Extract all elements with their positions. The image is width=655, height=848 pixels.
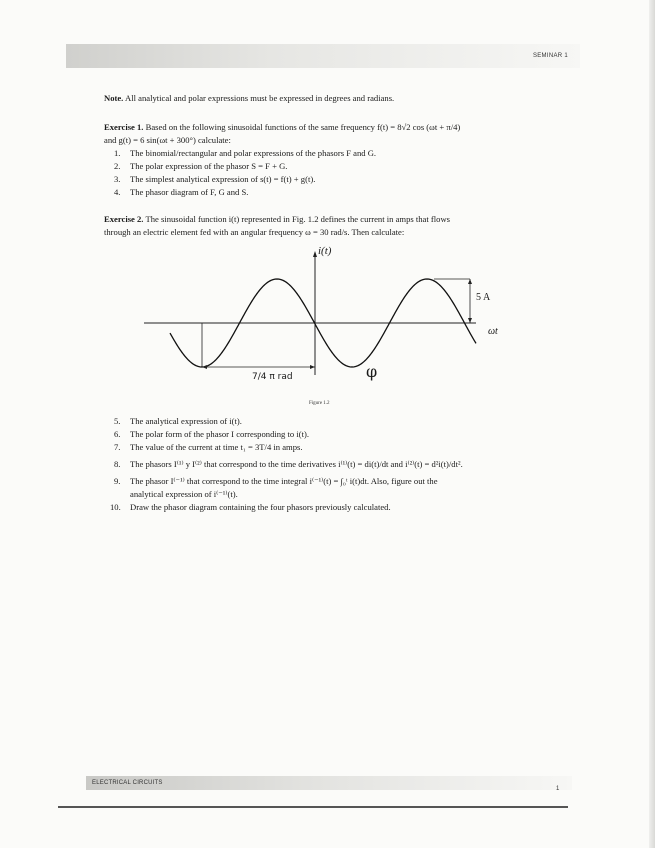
exercise1-list <box>104 147 552 199</box>
exercise1-intro <box>104 121 552 134</box>
shift-arrow-right <box>310 365 315 369</box>
list-item: 6. The polar form of the phasor I corresponding to i(t). <box>114 429 309 439</box>
list-item: 10. Draw the phasor diagram containing the four phasors previously calculated. <box>110 502 391 512</box>
amplitude-arrow-top <box>468 279 472 284</box>
header-band <box>66 44 580 68</box>
list-item: 7. The value of the current at time t₁ = 3T/4 in amps. <box>114 442 303 452</box>
page-number: 1 <box>556 786 560 792</box>
note-paragraph <box>104 92 552 105</box>
footer-section-label: ELECTRICAL CIRCUITS <box>92 780 163 786</box>
main-content <box>104 92 552 514</box>
shift-label: 7/4 π rad <box>252 372 293 382</box>
exercise2-intro2: through an electric element fed with an angular frequency ω = 30 rad/s. Then calculate: <box>104 227 405 237</box>
list-item: 9. The phasor I⁽⁻¹⁾ that correspond to the time integral i⁽⁻¹⁾(t) = ∫₀ᵗ i(t)dt. Also, figure out the <box>114 476 438 486</box>
handwritten-phi: φ <box>366 362 378 381</box>
exercise2-label: Exercise 2. <box>104 214 144 224</box>
list-item: analytical expression of i⁽⁻¹⁾(t). <box>130 489 238 499</box>
shift-arrow-left <box>202 365 207 369</box>
amplitude-arrow-bottom <box>468 318 472 323</box>
exercise1-label: Exercise 1. <box>104 122 144 132</box>
x-axis-label: ωt <box>488 326 498 337</box>
note-text: All analytical and polar expressions must be expressed in degrees and radians. <box>125 93 395 103</box>
footer-band <box>86 776 572 790</box>
list-item: 3. The simplest analytical expression of s(t) = f(t) + g(t). <box>114 174 316 184</box>
list-item: 8. The phasors I⁽¹⁾ y I⁽²⁾ that correspond to the time derivatives i⁽¹⁾(t) = di(t)/dt and i⁽²⁾(t) = d²i(t)/dt². <box>114 459 463 469</box>
exercise1-intro2: and g(t) = 6 sin(ωt + 300°) calculate: <box>104 135 231 145</box>
y-axis-label: i(t) <box>318 245 332 257</box>
figure-1-2 <box>104 243 552 411</box>
list-item: 1. The binomial/rectangular and polar expressions of the phasors F and G. <box>114 148 377 158</box>
exercise2-list <box>104 415 552 514</box>
footer-rule <box>58 806 568 808</box>
exercise2-intro-text: The sinusoidal function i(t) represented in Fig. 1.2 defines the current in amps that flows <box>145 214 450 224</box>
exercise1-intro-text: Based on the following sinusoidal functions of the same frequency f(t) = 8√2 cos (ωt + π/4) <box>145 122 461 132</box>
amplitude-label: 5 A <box>476 292 491 303</box>
list-item: 5. The analytical expression of i(t). <box>114 416 242 426</box>
list-item: 4. The phasor diagram of F, G and S. <box>114 187 249 197</box>
waveform-plot <box>104 243 552 411</box>
header-seminar-label: SEMINAR 1 <box>532 53 568 59</box>
list-item: 2. The polar expression of the phasor S = F + G. <box>114 161 288 171</box>
exercise2-intro <box>104 213 552 226</box>
note-label: Note. <box>104 93 124 103</box>
page-edge-shadow <box>649 0 655 848</box>
y-axis-arrow <box>313 251 317 257</box>
figure-caption: Figure 1.2 <box>309 401 330 406</box>
